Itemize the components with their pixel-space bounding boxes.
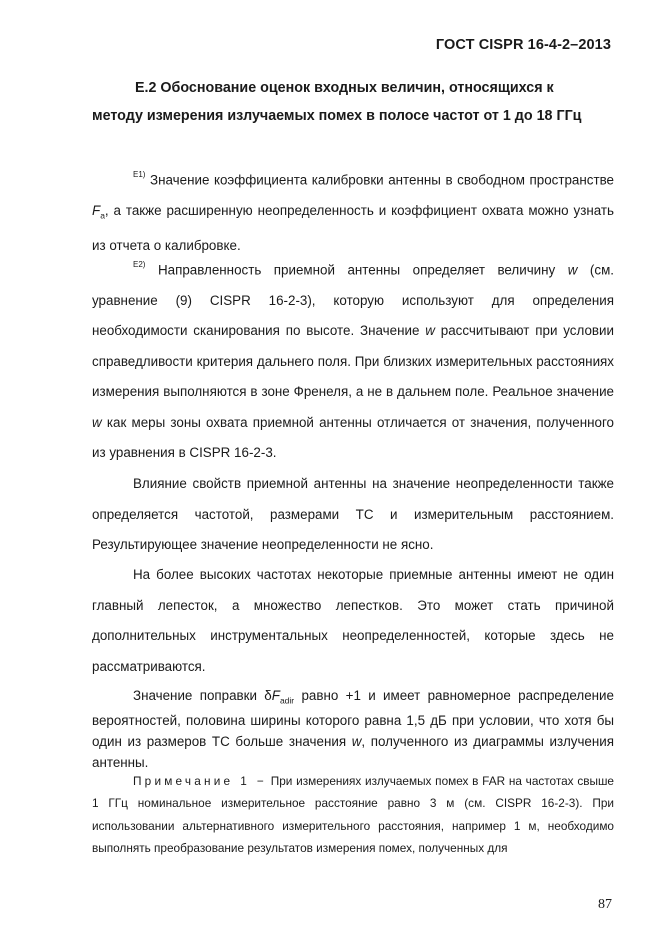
paragraph-e2-text-c: рассчитывают при условии справедливости критерия дальнего поля. При близких измерительных расстояниях измерения выполняются в зоне Френеля, а не в дальнем поле. Реальное значение xyxy=(92,323,614,400)
paragraph-high-frequencies-text: На более высоких частотах некоторые приемные антенны имеют не один главный лепесток, а множество лепестков. Это может стать причиной дополнительных инструментальных неопределенностей, которые здесь не рассматриваются. xyxy=(92,567,614,674)
variable-w: w xyxy=(92,414,102,430)
paragraph-e2 xyxy=(92,252,614,469)
paragraph-e1-text-b: , а также расширенную неопределенность и коэффициент охвата можно узнать из отчета о калибровке. xyxy=(92,202,614,254)
paragraph-antenna-influence xyxy=(92,469,614,561)
section-title xyxy=(92,74,612,130)
variable-w: w xyxy=(567,262,578,278)
paragraph-e1-text-a: Значение коэффициента калибровки антенны в свободном пространстве xyxy=(145,172,614,188)
paragraph-e2-text-a: Направленность приемной антенны определяет величину xyxy=(145,262,568,278)
variable-f-subscript: adir xyxy=(279,695,295,706)
page-number: 87 xyxy=(598,897,612,912)
note-1 xyxy=(92,770,614,859)
footnote-marker-e1: E1) xyxy=(133,170,146,179)
variable-f: F xyxy=(92,202,101,218)
paragraph-e2-text-d: как меры зоны охвата приемной антенны отличается от значения, полученного из уравнения в CISPR 16-2-3. xyxy=(92,414,614,461)
paragraph-correction xyxy=(92,686,614,774)
variable-f: F xyxy=(271,688,280,703)
note-label: Примечание 1 − xyxy=(133,774,268,788)
note-text: При измерениях излучаемых помех в FAR на частотах свыше 1 ГГц номинальное измерительное расстояние равно 3 м (см. CISPR 16-2-3). При использовании альтернативного измерительного расстояния, например 1 м, необходимо выполнять преобразование результатов измерения помех, полученных для xyxy=(92,774,614,855)
paragraph-correction-text-a: Значение поправки δ xyxy=(133,688,272,703)
variable-w: w xyxy=(351,734,362,750)
paragraph-antenna-influence-text: Влияние свойств приемной антенны на значение неопределенности также определяется частотой, размерами ТС и измерительным расстоянием. Результирующее значение неопределенности не ясно. xyxy=(92,476,614,552)
variable-w: w xyxy=(425,323,435,339)
paragraph-e1 xyxy=(92,162,614,262)
standard-header: ГОСТ CISPR 16-4-2–2013 xyxy=(435,37,611,53)
paragraph-correction-text-b: равно +1 и имеет равномерное распределение вероятностей, половина ширины которого равна 1,5 дБ при условии, что хотя бы один из размеров ТС больше значения xyxy=(92,688,614,750)
paragraph-e2-text-b: (см. уравнение (9) CISPR 16-2-3), которую используют для определения необходимости сканирования по высоте. Значение xyxy=(92,262,614,339)
variable-f-subscript: a xyxy=(100,210,105,221)
section-title-line-1: Е.2 Обоснование оценок входных величин, относящихся к xyxy=(135,80,554,96)
paragraph-correction-text-c: , полученного из диаграммы излучения антенны. xyxy=(92,734,614,771)
section-title-line-2: методу измерения излучаемых помех в полосе частот от 1 до 18 ГГц xyxy=(92,108,582,124)
footnote-marker-e2: E2) xyxy=(133,260,146,269)
paragraph-high-frequencies xyxy=(92,560,614,682)
